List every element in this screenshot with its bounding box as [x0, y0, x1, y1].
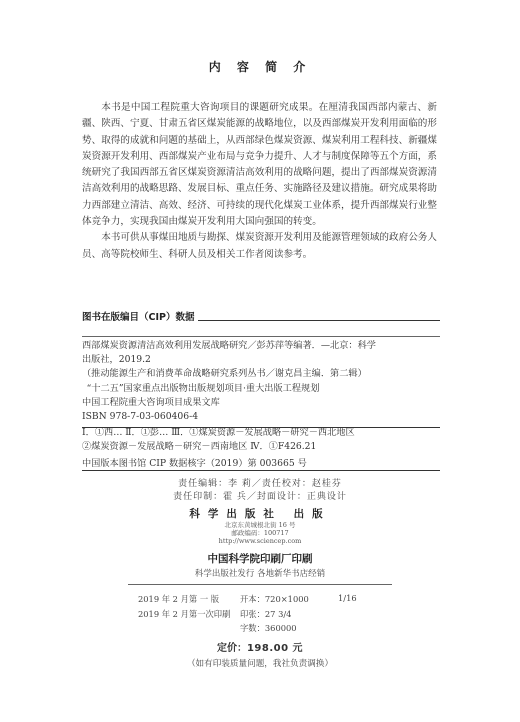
word-count: 字数：360000 [240, 623, 297, 633]
quality-notice: （如有印装质量问题，我社负责调换） [186, 659, 334, 669]
publisher-website: http://www.sciencep.com [218, 537, 302, 545]
cip-line: Ⅰ．①西… Ⅱ．①彭… Ⅲ．①煤炭资源－发展战略－研究－西北地区 [82, 427, 355, 438]
abstract-paragraph: 本书是中国工程院重大咨询项目的课题研究成果。在厘清我国西部内蒙古、新疆、陕西、宁夏、甘肃五省区煤炭能源的战略地位，以及西部煤炭开发利用面临的形势、取得的成就和问题的基础上，从西部绿色煤炭资源、煤炭利用工程科技、新疆煤炭资源开发利用、西部煤炭产业布局与竞争力提升、人才与制度保障等五个方面，系统研究了我国西部五省区煤炭资源清洁高效利用的战略问题，提出了西部煤炭资源清洁高效利用的战略思路、发展目标、重点任务、实施路径及建议措施。研究成果将助力西部建立清洁、高效、经济、可持续的现代化煤炭工业体系，提升西部煤炭行业整体竞争力，实现我国由煤炭开发利用大国向强国的转变。 [82, 102, 437, 228]
cip-line: ②煤炭资源－发展战略－研究－西南地区 Ⅳ．①F426.21 [82, 441, 317, 453]
printing-credits: 责任印制：霍 兵／封面设计：正典设计 [173, 492, 347, 502]
publisher-postcode: 邮政编码：100717 [231, 529, 289, 537]
cip-record-number: 中国版本图书馆 CIP 数据核字（2019）第 003665 号 [82, 458, 307, 469]
format-fraction: 1/16 [338, 593, 357, 603]
abstract [82, 100, 437, 263]
edition: 2019 年 2 月第 一 版 [138, 594, 220, 604]
publisher-name: 科学出版社 出版 [189, 508, 331, 520]
page-title: 内 容 简 介 [208, 60, 312, 74]
cip-line: （推动能源生产和消费革命战略研究系列丛书／谢克昌主编．第二辑） [82, 368, 367, 380]
price [0, 639, 520, 654]
cip-line: 西部煤炭资源清洁高效利用发展战略研究／彭苏萍等编著．—北京：科学 [82, 340, 376, 351]
divider [82, 336, 440, 337]
divider [128, 584, 392, 585]
cip-line: “十二五”国家重点出版物出版规划项目·重大出版工程规划 [86, 382, 320, 394]
printing: 2019 年 2 月第一次印刷 [138, 609, 231, 619]
cip-header: 图书在版编目（CIP）数据 [82, 309, 198, 323]
distribution-line: 科学出版社发行 各地新华书店经销 [194, 569, 326, 579]
cip-body [82, 339, 440, 424]
abstract-paragraph: 本书可供从事煤田地质与勘探、煤炭资源开发利用及能源管理领域的政府公务人员、高等院校师生、科研人员及相关工作者阅读参考。 [82, 232, 437, 260]
editor-credits: 责任编辑：李 莉／责任校对：赵桂芬 [178, 479, 342, 489]
printer-name: 中国科学院印刷厂印刷 [207, 553, 313, 565]
cip-line: 中国工程院重大咨询项目成果文库 [82, 396, 220, 408]
sheets: 印张：27 3/4 [240, 609, 292, 619]
divider [82, 470, 440, 471]
cip-line: ISBN 978-7-03-060406-4 [82, 411, 199, 423]
cip-continuation [82, 426, 440, 454]
price-label: 定价： [216, 643, 247, 654]
format: 开本：720×1000 [240, 594, 309, 604]
price-value: 198.00 元 [246, 643, 304, 654]
cip-line: 出版社，2019.2 [82, 354, 151, 366]
publisher-address: 北京东黄城根北街 16 号 [224, 521, 296, 529]
cip-block [82, 312, 440, 428]
